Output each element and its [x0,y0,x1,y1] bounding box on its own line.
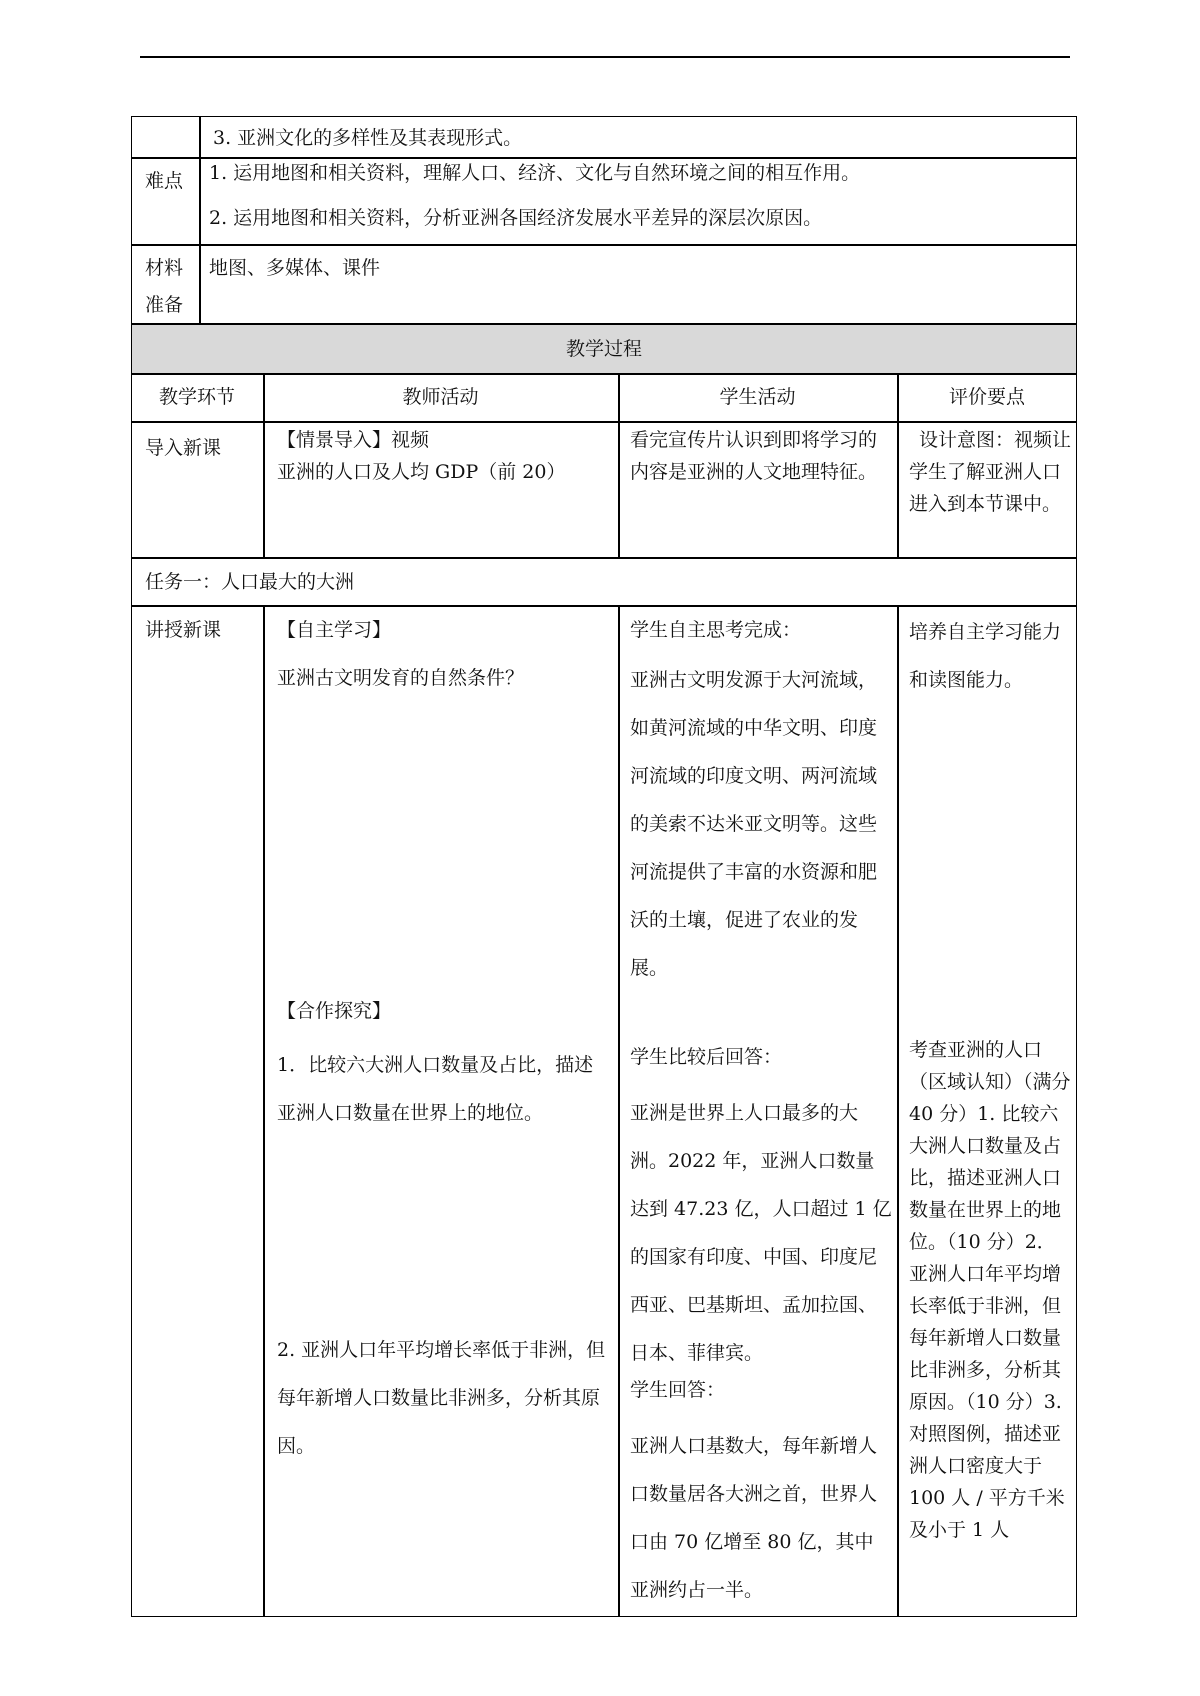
objective-item-3: 3. 亚洲文化的多样性及其表现形式。 [213,127,523,149]
student-q1-answer: 亚洲是世界上人口最多的大洲。2022 年，亚洲人口数量达到 47.23 亿，人口超过 1 亿的国家有印度、中国、印度尼西亚、巴基斯坦、孟加拉国、日本、菲律宾。 [630,1102,892,1364]
intro-stage: 导入新课 [145,437,222,459]
process-row-divider-header [131,373,1077,375]
intro-teacher-line1: 【情景导入】视频 [277,429,430,451]
difficulty-item-1: 1. 运用地图和相关资料，理解人口、经济、文化与自然环境之间的相互作用。 [209,162,861,184]
column-teacher: 教师活动 [402,386,479,408]
process-col-divider-1-lower [263,605,265,1617]
materials-label-line2: 准备 [145,294,184,316]
process-row-divider-task [131,605,1077,607]
intro-student: 看完宣传片认识到即将学习的内容是亚洲的人文地理特征。 [630,429,878,483]
teacher-coop-question-1: 1．比较六大洲人口数量及占比，描述亚洲人口数量在世界上的地位。 [277,1054,594,1124]
intro-teacher-line2: 亚洲的人口及人均 GDP（前 20） [277,461,566,483]
teacher-self-study-title: 【自主学习】 [277,619,392,641]
header-rule [140,56,1070,58]
difficulty-item-2: 2. 运用地图和相关资料，分析亚洲各国经济发展水平差异的深层次原因。 [209,207,823,229]
task1-title: 任务一：人口最大的大洲 [145,571,355,593]
top-table-row-divider-2 [131,244,1077,246]
process-col-divider-2-lower [618,605,620,1617]
process-row-divider-intro [131,557,1077,559]
materials-value: 地图、多媒体、课件 [209,257,381,279]
student-q1-title: 学生比较后回答： [630,1046,783,1068]
column-stage: 教学环节 [158,386,235,408]
process-row-divider-columns [131,421,1077,423]
top-table-column-divider [199,116,201,324]
process-col-divider-3-lower [897,605,899,1617]
eval-self-study: 培养自主学习能力和读图能力。 [909,621,1062,691]
teacher-coop-title: 【合作探究】 [277,1000,392,1022]
student-self-study-answer: 亚洲古文明发源于大河流域，如黄河流域的中华文明、印度河流域的印度文明、两河流域的美索不达米亚文明等。这些河流提供了丰富的水资源和肥沃的土壤，促进了农业的发展。 [630,669,878,979]
materials-label-line1: 材料 [145,257,184,279]
student-q2-answer: 亚洲人口基数大，每年新增人口数量居各大洲之首，世界人口由 70 亿增至 80 亿，其中亚洲约占一半。 [630,1435,878,1601]
teacher-coop-question-2: 2. 亚洲人口年平均增长率低于非洲，但每年新增人口数量比非洲多，分析其原因。 [277,1339,606,1457]
intro-eval: 设计意图：视频让学生了解亚洲人口进入到本节课中。 [909,429,1072,515]
process-header: 教学过程 [565,338,642,360]
column-student: 学生活动 [719,386,796,408]
teacher-self-study-question: 亚洲古文明发育的自然条件？ [277,667,525,689]
student-self-study-title: 学生自主思考完成： [630,619,802,641]
lecture-stage: 讲授新课 [145,619,222,641]
student-q2-title: 学生回答： [630,1379,726,1401]
column-eval: 评价要点 [948,386,1025,408]
difficulty-label: 难点 [145,170,184,192]
eval-coop: 考查亚洲的人口（区域认知）（满分 40 分）1. 比较六大洲人口数量及占比，描述亚洲人口数量在世界上的地位。（10 分）2．亚洲人口年平均增长率低于非洲，但每年新增人口数量比非洲多，分析其原因。（10 分）3.对照图例，描述亚洲人口密度大于 100 人 / 平方千米及小于 1 人 [909,1039,1071,1541]
